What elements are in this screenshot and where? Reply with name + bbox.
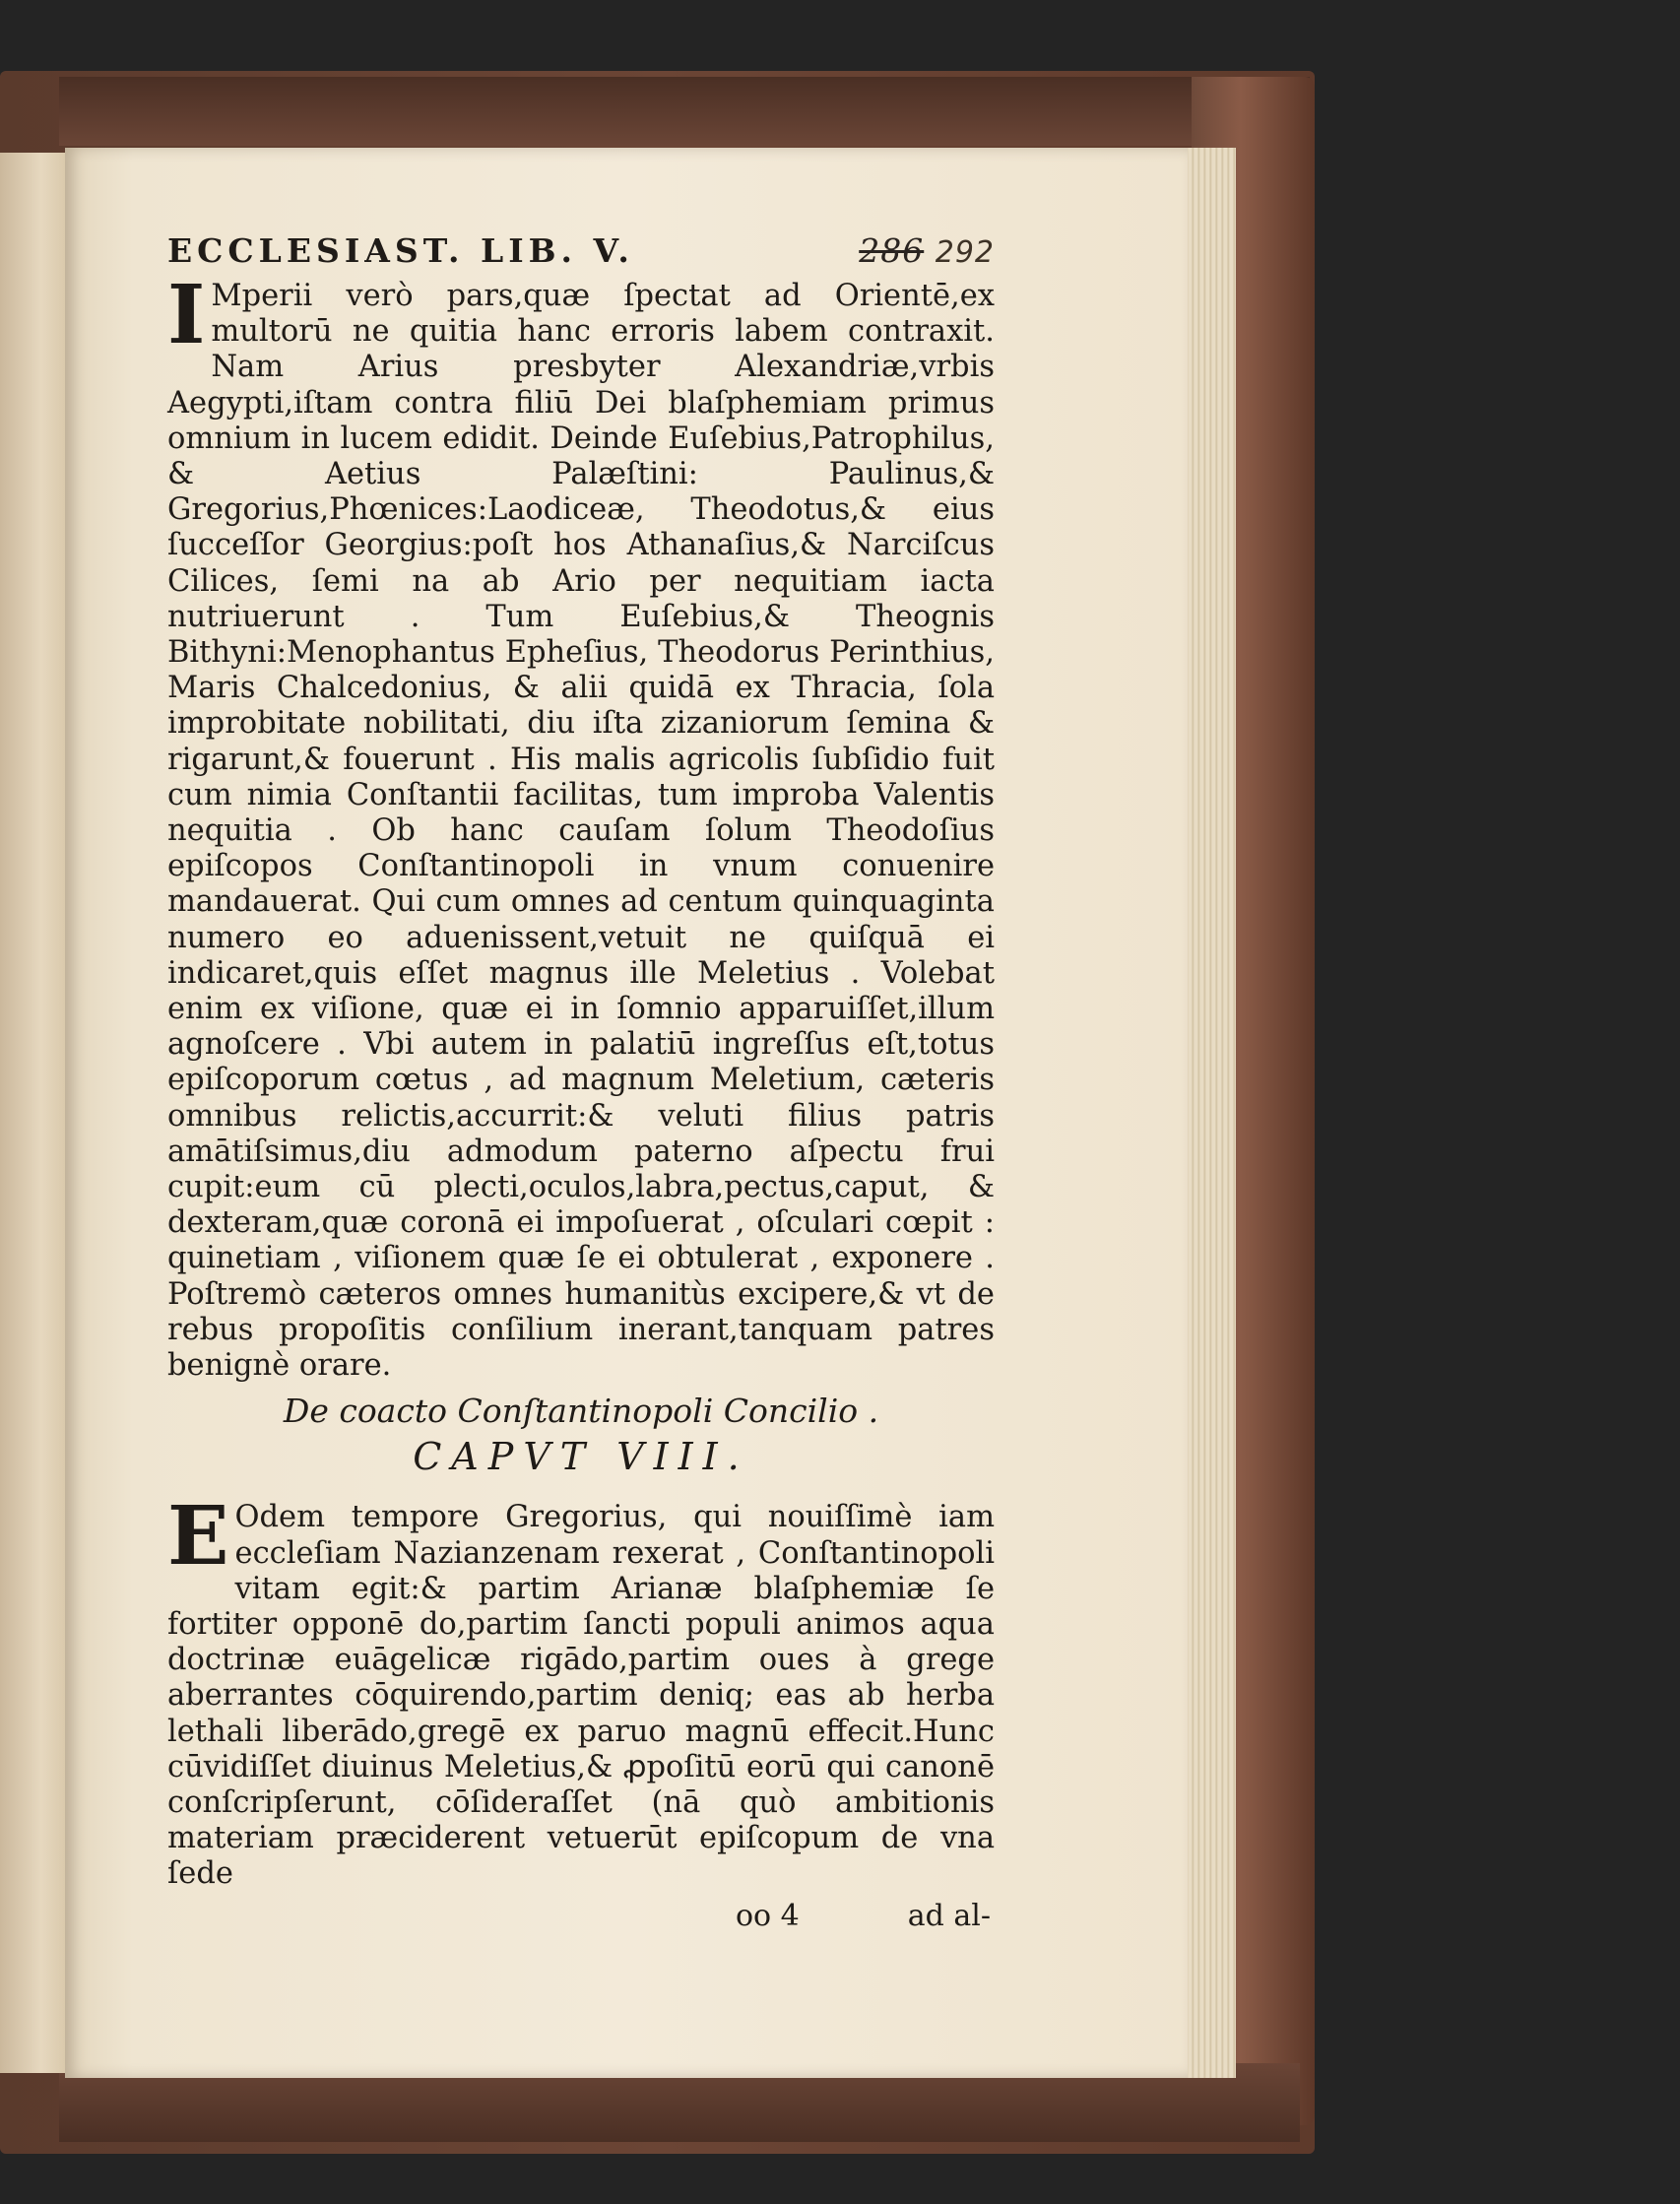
running-head-title: ECCLESIAST. LIB. V. [167,231,634,270]
paragraph-eodem-text: Odem tempore Gregorius, qui nouiſſimè iam eccleſiam Nazianzenam rexerat , Conſtantinopoli vitam egit:& partim Arianæ blaſphemiæ ſe fortiter opponē do,partim ſancti populi animos aqua doctrinæ euāgelicæ rigādo,partim oues à grege aberrantes cōquirendo,partim deniq; eas ab herba lethali liberādo,gregē ex paruo magnū effecit.Hunc cūvidiſſet diuinus Meletius,& ꝓpoſitū eorū qui canonē conſcripſerunt, cōſideraſſet (nā quò ambitionis materiam præciderent vetuerūt epiſcopum de vna ſede [167,1500,995,1892]
paragraph-eodem [167,1489,995,1892]
page-text-block [167,231,995,1933]
cover-top-edge [59,77,1310,146]
paragraph-imperii [167,268,995,1384]
chapter-heading: De coacto Conſtantinopoli Concilio . [283,1392,879,1431]
catchword: ad al- [907,1898,991,1933]
chapter-number: CAPVT VIII. [413,1435,749,1479]
folio-handwritten-number: 292 [935,235,995,270]
folio [859,231,995,270]
dropcap-i: I [167,268,206,362]
signature-mark: oo 4 [736,1898,800,1933]
facing-page-edge [0,153,69,2073]
paragraph-imperii-text: Mperii verò pars,quæ ſpectat ad Orientē,ex multorū ne quitia hanc erroris labem contraxit. Nam Arius presbyter Alexandriæ,vrbis Aegypti,iſtam contra filiū Dei blaſphemiam primus omnium in lucem edidit. Deinde Euſebius,Patrophilus, & Aetius Palæſtini: Paulinus,& Gregorius,Phœnices:Laodiceæ, Theodotus,& eius ſucceſſor Georgius:poſt hos Athanaſius,& Narciſcus Cilices, ſemi na ab Ario per nequitiam iacta nutriuerunt . Tum Euſebius,& Theognis Bithyni:Menophantus Epheſius, Theodorus Perinthius, Maris Chalcedonius, & alii quidā ex Thracia, ſola improbitate nobilitati, diu iſta zizaniorum ſemina & rigarunt,& fouerunt . His malis agricolis ſubſidio fuit cum nimia Conſtantii facilitas, tum improba Valentis nequitia . Ob hanc cauſam ſolum Theodoſius epiſcopos Conſtantinopoli in vnum conuenire mandauerat. Qui cum omnes ad centum quinquaginta numero eo aduenissent,vetuit ne quiſquā ei indicaret,quis eſſet magnus ille Meletius . Volebat enim ex viſione, quæ ei in ſomnio apparuiſſet,illum agnoſcere . Vbi autem in palatiū ingreſſus eſt,totus epiſcoporum cœtus , ad magnum Meletium, cæteris omnibus relictis,accurrit:& veluti filius patris amātiſsimus,diu admodum paterno aſpectu frui cupit:eum cū plecti,oculos,labra,pectus,caput, & dexteram,quæ coronā ei impoſuerat , oſculari cœpit : quinetiam , viſionem quæ ſe ei obtulerat , exponere . Poſtremò cæteros omnes humanitùs excipere,& vt de rebus propoſitis conſilium inerant,tanquam patres benignè orare. [167,279,995,1384]
catchline [167,1899,995,1933]
running-head [167,231,995,279]
dropcap-e: E [167,1489,229,1585]
folio-struck-number: 286 [859,231,925,270]
